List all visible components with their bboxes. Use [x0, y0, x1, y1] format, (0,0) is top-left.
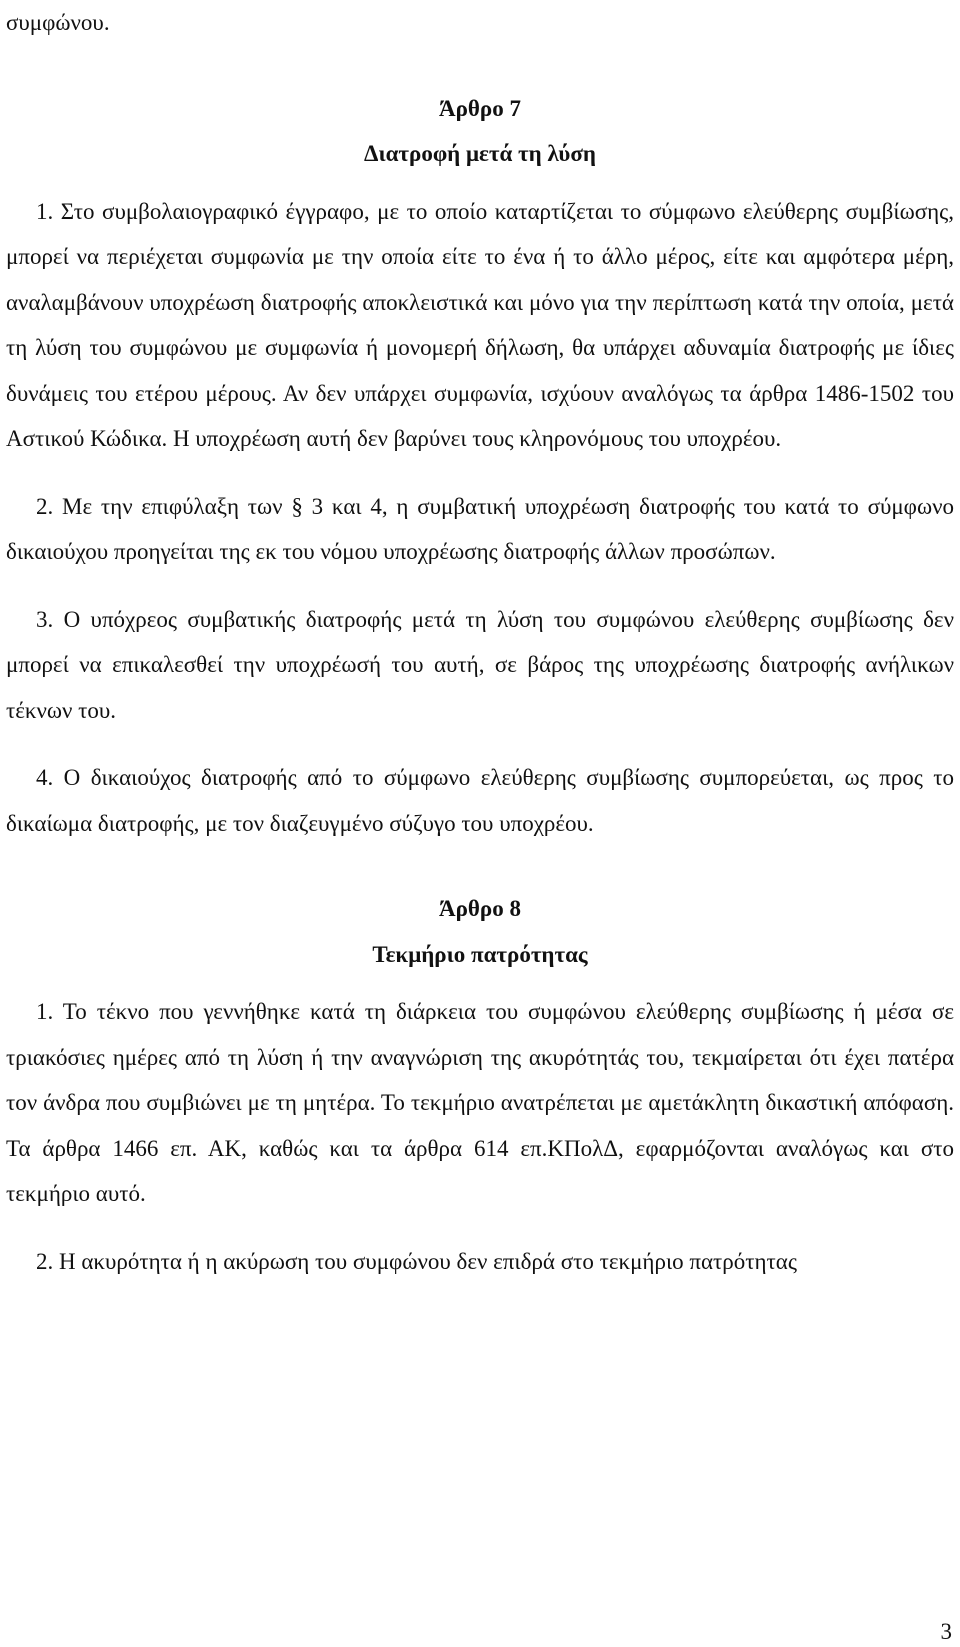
- spacer: [6, 846, 954, 886]
- spacer: [6, 977, 954, 989]
- document-page: [6, 0, 954, 1284]
- spacer: [6, 1217, 954, 1239]
- article-7-title: Άρθρο 7: [439, 95, 521, 121]
- spacer: [6, 462, 954, 484]
- article-7-paragraph-3: 3. Ο υπόχρεος συμβατικής διατροφής μετά τη λύση του συμφώνου ελεύθερης συμβίωσης δεν μπορεί να επικαλεσθεί την υποχρέωσή του αυτή, σε βάρος της υποχρέωσης διατροφής ανήλικων τέκνων του.: [6, 606, 954, 723]
- spacer: [6, 733, 954, 755]
- article-7-paragraph-4: 4. Ο δικαιούχος διατροφής από το σύμφωνο ελεύθερης συμβίωσης συμπορεύεται, ως προς το δικαίωμα διατροφής, με τον διαζευγμένο σύζυγο του υποχρέου.: [6, 765, 954, 836]
- article-8-title: Άρθρο 8: [439, 896, 521, 921]
- article-8-paragraph-1: 1. Το τέκνο που γεννήθηκε κατά τη διάρκεια του συμφώνου ελεύθερης συμβίωσης ή μέσα σε τριακόσιες ημέρες από τη λύση ή την αναγνώριση της ακυρότητάς του, τεκμαίρεται ότι έχει πατέρα τον άνδρα που συμβιώνει με τη μητέρα. Το τεκμήριο ανατρέπεται με αμετάκλητη δικαστική απόφαση. Τα άρθρα 1466 επ. ΑΚ, καθώς και τα άρθρα 614 επ.ΚΠολΔ, εφαρμόζονται αναλόγως και στο τεκμήριο αυτό.: [6, 999, 954, 1206]
- page-number: 3: [940, 1619, 952, 1644]
- spacer: [6, 575, 954, 597]
- article-8-paragraph-2: 2. Η ακυρότητα ή η ακύρωση του συμφώνου δεν επιδρά στο τεκμήριο πατρότητας: [36, 1248, 797, 1274]
- spacer: [6, 46, 954, 86]
- article-7-subtitle: Διατροφή μετά τη λύση: [364, 141, 596, 166]
- article-7-paragraph-2: 2. Με την επιφύλαξη των § 3 και 4, η συμβατική υποχρέωση διατροφής του κατά το σύμφωνο δικαιούχου προηγείται της εκ του νόμου υποχρέωσης διατροφής άλλων προσώπων.: [6, 493, 954, 564]
- spacer: [6, 177, 954, 189]
- article-8-subtitle: Τεκμήριο πατρότητας: [372, 941, 588, 967]
- lead-text: συμφώνου.: [6, 10, 110, 35]
- article-7-paragraph-1: 1. Στο συμβολαιογραφικό έγγραφο, με το οποίο καταρτίζεται το σύμφωνο ελεύθερης συμβίωσης, μπορεί να περιέχεται συμφωνία με την οποία είτε το ένα ή το άλλο μέρος, είτε και αμφότερα μέρη, αναλαμβάνουν υποχρέωση διατροφής αποκλειστικά και μόνο για την περίπτωση κατά την οποία, μετά τη λύση του συμφώνου με συμφωνία ή μονομερή δήλωση, θα υπάρχει αδυναμία διατροφής με ίδιες δυνάμεις του ετέρου μέρους. Αν δεν υπάρχει συμφωνία, ισχύουν αναλόγως τα άρθρα 1486-1502 του Αστικού Κώδικα. Η υποχρέωση αυτή δεν βαρύνει τους κληρονόμους του υποχρέου.: [6, 198, 954, 451]
